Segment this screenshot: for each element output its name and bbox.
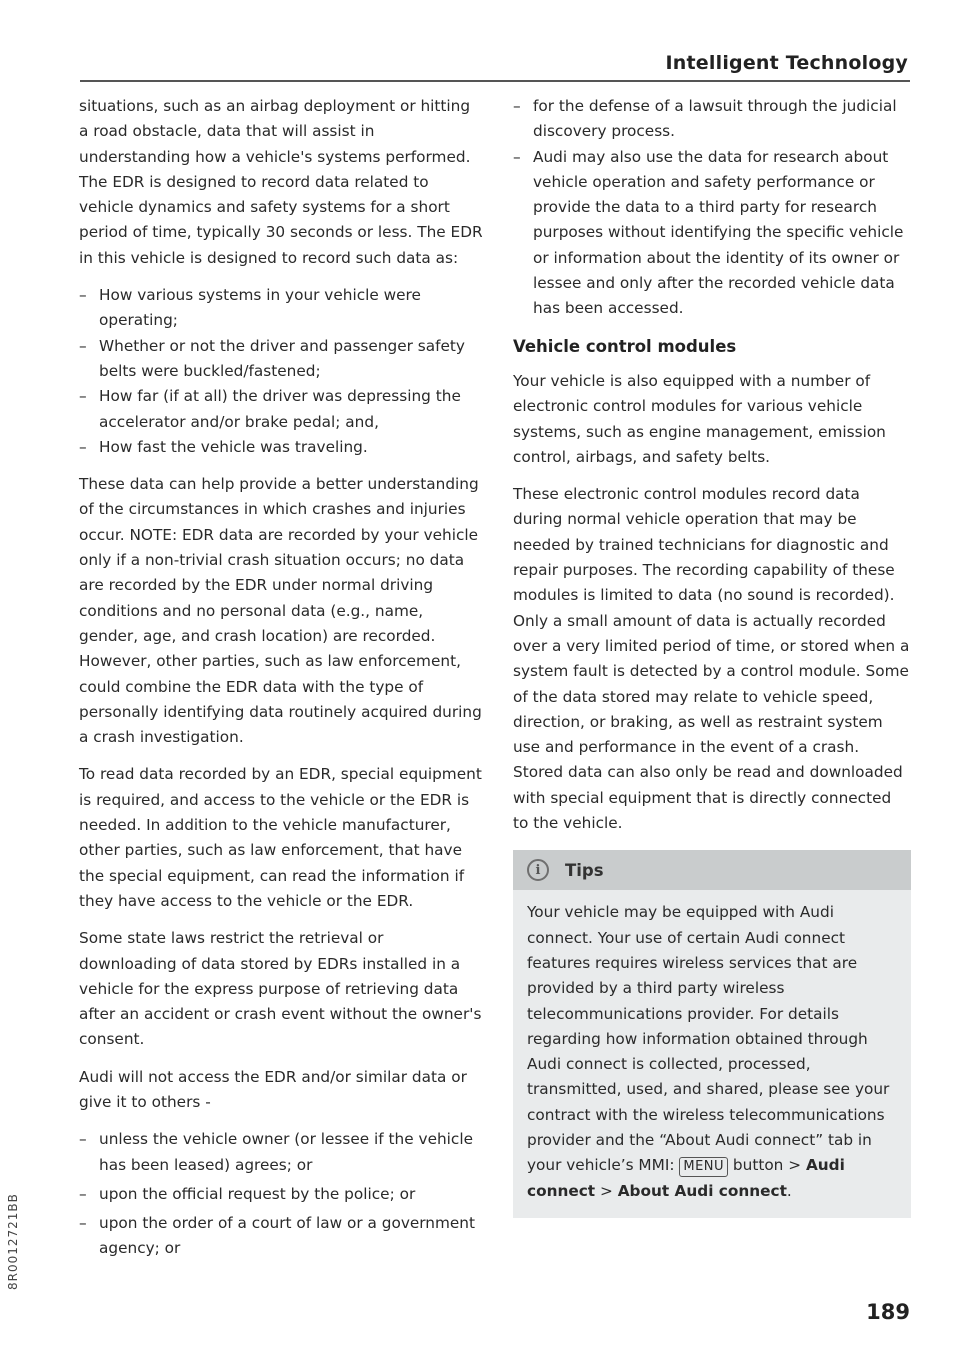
left-paragraph-4: Some state laws restrict the retrieval or downloading of data stored by EDRs installed in a vehicle for the express purpose of retrieving data after an accident or crash event without the owner's consent. [79,929,482,1049]
section-heading: Vehicle control modules [513,336,737,356]
list-item: – How various systems in your vehicle were operating; [79,283,484,334]
right-column [513,94,911,1218]
access-conditions-list [79,1127,484,1261]
menu-key: MENU [679,1157,728,1177]
document-code: 8R0012721BB [6,1193,20,1290]
tips-text-after-key: button > [732,1156,802,1175]
right-paragraph-1: Your vehicle is also equipped with a number of electronic control modules for various vehicle systems, such as engine management, emission control, airbags, and safety belts. [513,371,886,466]
left-column [79,94,484,1274]
left-paragraph-5: Audi will not access the EDR and/or similar data or give it to others - [79,1067,467,1111]
tips-body [513,890,911,1204]
page-number: 189 [866,1300,910,1324]
edr-data-list [79,283,484,460]
left-paragraph-1: situations, such as an airbag deployment or hitting a road obstacle, data that will assist in understanding how a vehicle's systems performed. The EDR is designed to record data related to vehicle dynamics and safety systems for a short period of time, typically 30 seconds or less. The EDR in this vehicle is designed to record such data as: [79,97,483,267]
list-item: – upon the official request by the police; or [79,1182,484,1207]
list-item: – How fast the vehicle was traveling. [79,435,484,460]
audi-connect-menu-item: Audi connect [527,1156,845,1200]
header-rule [80,80,910,82]
menu-separator: > [600,1181,613,1200]
list-item: – unless the vehicle owner (or lessee if the vehicle has been leased) agrees; or [79,1127,484,1178]
tips-end: . [786,1181,792,1200]
list-item: – How far (if at all) the driver was depressing the accelerator and/or brake pedal; and, [79,384,484,435]
tips-box [513,850,911,1218]
list-item: – Audi may also use the data for research about vehicle operation and safety performance or provide the data to a third party for research purposes without identifying the specific vehicle or information about the identity of its owner or lessee and only after the recorded vehicle data has been accessed. [513,145,911,322]
right-paragraph-2: These electronic control modules record data during normal vehicle operation that may be needed by trained technicians for diagnostic and repair purposes. The recording capability of these modules is limited to data (no sound is recorded). Only a small amount of data is actually recorded over a very limited period of time, or stored when a system fault is detected by a control module. Some of the data stored may relate to vehicle speed, direction, or braking, as well as restraint system use and performance in the event of a crash. Stored data can also only be read and downloaded with special equipment that is directly connected to the vehicle. [513,485,910,833]
list-item: – for the defense of a lawsuit through the judicial discovery process. [513,94,911,145]
info-icon: i [527,859,549,881]
running-header-title: Intelligent Technology [665,52,908,74]
left-paragraph-3: To read data recorded by an EDR, special equipment is required, and access to the vehicle or the EDR is needed. In addition to the vehicle manufacturer, other parties, such as law enforcement, that have the special equipment, can read the information if they have access to the vehicle or the EDR. [79,765,482,910]
access-conditions-list-continued [513,94,911,322]
list-item: – Whether or not the driver and passenger safety belts were buckled/fastened; [79,334,484,385]
tips-label: Tips [565,860,604,880]
list-item: – upon the order of a court of law or a government agency; or [79,1211,484,1262]
tips-header [513,850,911,890]
tips-text: Your vehicle may be equipped with Audi connect. Your use of certain Audi connect features requires wireless services that are provided by a third party wireless telecommunications provider. For details regarding how information obtained through Audi connect is collected, processed, transmitted, used, and shared, please see your contract with the wireless telecommunications provider and the “About Audi connect” tab in your vehicle’s MMI: [527,903,890,1175]
left-paragraph-2: These data can help provide a better understanding of the circumstances in which crashes and injuries occur. NOTE: EDR data are recorded by your vehicle only if a non-trivial crash situation occurs; no data are recorded by the EDR under normal driving conditions and no personal data (e.g., name, gender, age, and crash location) are recorded. However, other parties, such as law enforcement, could combine the EDR data with the type of personally identifying data routinely acquired during a crash investigation. [79,475,482,747]
about-audi-connect-menu-item: About Audi connect [617,1181,787,1200]
